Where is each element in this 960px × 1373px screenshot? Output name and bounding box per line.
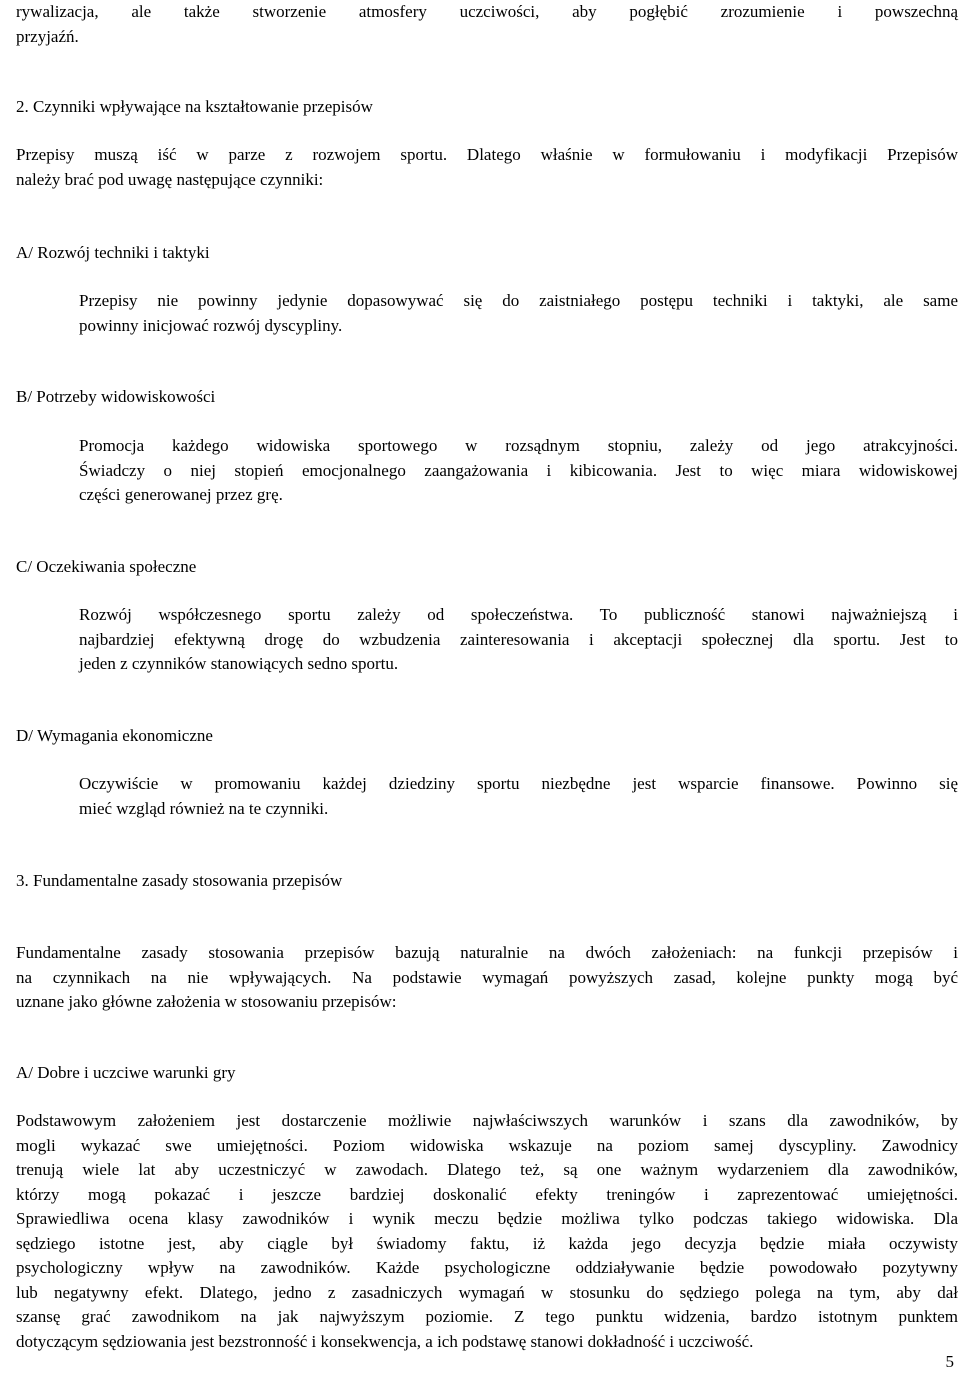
subsection-a-heading: A/ Rozwój techniki i taktyki [16, 243, 210, 262]
text-line: którzy mogą pokazać i jeszcze bardziej doskonalić efekty treningów i zaprezentować umiejętności. [16, 1184, 958, 1204]
text-line: mieć wzgląd również na te czynniki. [79, 798, 329, 818]
text-line: rywalizacja, ale także stworzenie atmosfery uczciwości, aby pogłębić zrozumienie i powszechną [16, 2, 958, 21]
text-line: Świadczy o niej stopień emocjonalnego zaangażowania i kibicowania. Jest to więc miara widowiskowej [79, 460, 958, 480]
text-line: części generowanej przez grę. [79, 485, 283, 504]
text-line: najbardziej efektywną drogę do wzbudzenia zainteresowania i akceptacji społecznej dla sportu. Jest to [79, 629, 958, 649]
subsection-a-paragraph [79, 289, 958, 338]
section-3-heading: 3. Fundamentalne zasady stosowania przepisów [16, 871, 343, 890]
text-line: na czynnikach na nie wpływających. Na podstawie wymagań powyższych zasad, kolejne punkty mogą być [16, 967, 958, 987]
section-3-subsection-a-heading: A/ Dobre i uczciwe warunki gry [16, 1063, 236, 1082]
text-line: dotyczącym sędziowania jest bezstronność i konsekwencja, a ich podstawę stanowi dokładność i uczciwość. [16, 1331, 754, 1351]
subsection-b-heading: B/ Potrzeby widowiskowości [16, 387, 216, 406]
text-line: jeden z czynników stanowiących sedno sportu. [79, 654, 399, 673]
text-line: mogli wykazać swe umiejętności. Poziom widowiska wskazuje na poziom samej dyscypliny. Zawodnicy [16, 1135, 958, 1155]
continuation-paragraph [16, 0, 958, 49]
subsection-c-heading: C/ Oczekiwania społeczne [16, 557, 197, 576]
text-line: Przepisy nie powinny jedynie dopasowywać się do zaistniałego postępu techniki i taktyki, ale same [79, 291, 958, 310]
text-line: powinny inicjować rozwój dyscypliny. [79, 315, 343, 335]
text-line: sędziego istotne jest, aby ciągle był świadomy faktu, iż każda jego decyzja będzie miała oczywisty [16, 1233, 958, 1253]
subsection-b-paragraph [79, 434, 958, 508]
text-line: Sprawiedliwa ocena klasy zawodników i wynik meczu będzie możliwa tylko podczas takiego widowiska. Dla [16, 1209, 958, 1228]
subsection-c-paragraph [79, 603, 958, 677]
text-line: przyjaźń. [16, 26, 79, 46]
section-2-heading: 2. Czynniki wpływające na kształtowanie przepisów [16, 97, 373, 116]
text-line: lub negatywny efekt. Dlatego, jedno z zasadniczych wymagań w stosunku do sędziego polega na tym, aby dał [16, 1282, 958, 1302]
text-line: szansę grać zawodnikom na jak najwyższym poziomie. Z tego punktu widzenia, bardzo istotnym punktem [16, 1307, 958, 1326]
section-3-paragraph [16, 941, 958, 1015]
text-line: psychologiczny wpływ na zawodników. Każde psychologiczne oddziaływanie będzie powodowało pozytywny [16, 1258, 958, 1277]
text-line: Fundamentalne zasady stosowania przepisów bazują naturalnie na dwóch założeniach: na funkcji przepisów i [16, 943, 958, 962]
subsection-d-heading: D/ Wymagania ekonomiczne [16, 726, 213, 745]
subsection-d-paragraph [79, 772, 958, 821]
section-2-paragraph [16, 143, 958, 192]
text-line: Rozwój współczesnego sportu zależy od społeczeństwa. To publiczność stanowi najważniejszą i [79, 605, 958, 624]
text-line: Promocja każdego widowiska sportowego w rozsądnym stopniu, zależy od jego atrakcyjności. [79, 436, 958, 455]
section-3-subsection-a-paragraph [16, 1109, 958, 1354]
text-line: Przepisy muszą iść w parze z rozwojem sportu. Dlatego właśnie w formułowaniu i modyfikacji Przepisów [16, 145, 958, 164]
text-line: Oczywiście w promowaniu każdej dziedziny sportu niezbędne jest wsparcie finansowe. Powinno się [79, 774, 958, 793]
text-line: trenują wiele lat aby uczestniczyć w zawodach. Dlatego też, są one ważnym wydarzeniem dla zawodników, [16, 1160, 958, 1179]
text-line: Podstawowym założeniem jest dostarczenie możliwie najwłaściwszych warunków i szans dla zawodników, by [16, 1111, 958, 1130]
text-line: należy brać pod uwagę następujące czynniki: [16, 169, 324, 189]
page-number: 5 [945, 1352, 954, 1371]
text-line: uznane jako główne założenia w stosowaniu przepisów: [16, 992, 397, 1011]
